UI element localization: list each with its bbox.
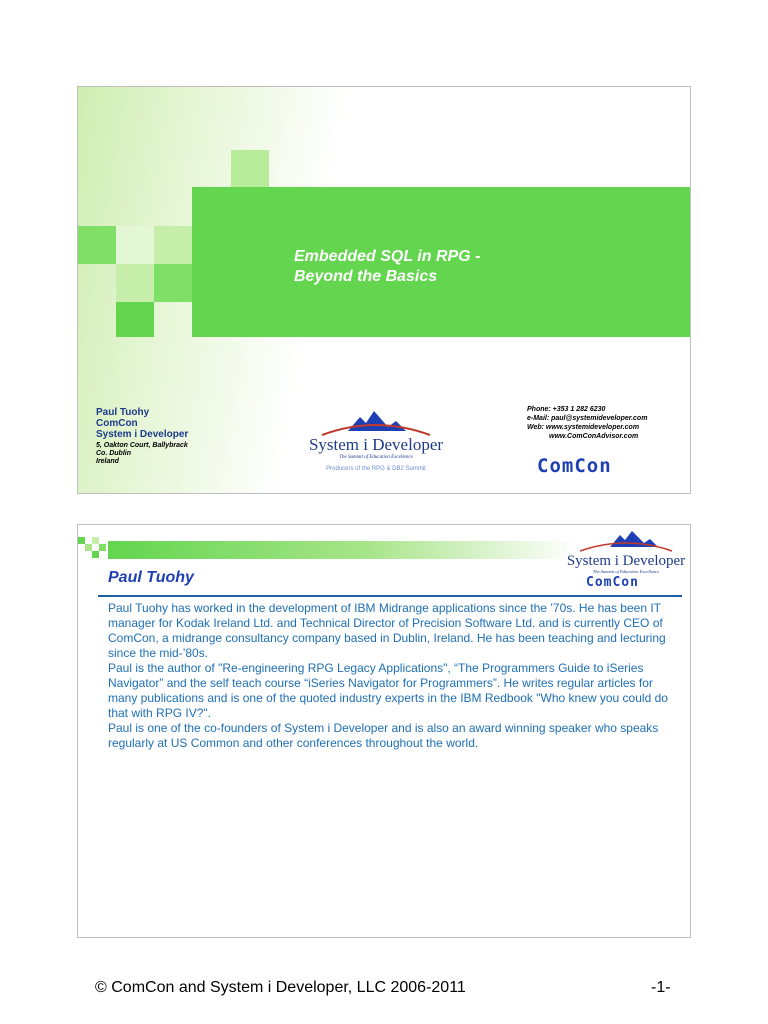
author-company: ComCon [96, 418, 138, 429]
logo-tagline: The Summit of Education Excellence [339, 455, 413, 460]
author-org: System i Developer [96, 429, 189, 440]
contact-web: Web: www.systemideveloper.com [527, 424, 640, 431]
title-line-1: Embedded SQL in RPG - [294, 248, 481, 265]
decor-square [116, 264, 154, 302]
mountain-icon [348, 411, 406, 431]
title-slide [77, 86, 691, 494]
bio-paragraph: Paul is one of the co-founders of System i Developer and is also an award winning speaker who speaks regularly at US Common and other conferences throughout the world. [108, 721, 659, 750]
author-block [96, 407, 188, 440]
decor-square [78, 537, 85, 544]
system-i-developer-logo [302, 407, 450, 473]
decor-square [99, 544, 106, 551]
contact-email: e-Mail: paul@systemideveloper.com [527, 415, 648, 422]
slide-title: Paul Tuohy [108, 569, 194, 586]
decor-square [85, 544, 92, 551]
system-i-developer-logo [564, 529, 688, 577]
title-rule [98, 595, 682, 597]
logo-tagline: The Summit of Education Excellence [592, 569, 660, 574]
footer-page-number: -1- [651, 979, 671, 996]
comcon-logo: ComCon [537, 455, 612, 477]
author-address [96, 442, 188, 466]
logo-text: System i Developer [566, 553, 686, 569]
presentation-title [294, 247, 614, 287]
bio-slide [77, 524, 691, 938]
logo-text: System i Developer [308, 435, 444, 454]
footer-copyright: © ComCon and System i Developer, LLC 2006-2011 [95, 979, 466, 996]
decor-square [92, 537, 99, 544]
contact-phone: Phone: +353 1 282 6230 [527, 406, 606, 413]
logo-producers: Producers of the RPG & DB2 Summit [326, 466, 426, 472]
decor-square [92, 551, 99, 558]
bio-text [108, 601, 668, 751]
address-line: Ireland [96, 458, 119, 465]
author-name: Paul Tuohy [96, 407, 150, 418]
decor-square [231, 150, 269, 188]
bio-paragraph: Paul is the author of "Re-engineering RPG Legacy Applications", “The Programmers Guide to iSeries Navigator” and the self teach course “iSeries Navigator for Programmers”. He writes regular articles for many publications and is one of the quoted industry experts in the IBM Redbook "Who knew you could do that with RPG IV?". [108, 661, 668, 720]
decor-square [154, 226, 192, 264]
comcon-logo: ComCon [586, 575, 639, 590]
contact-web2: www.ComConAdvisor.com [549, 433, 639, 440]
decor-square [154, 264, 192, 302]
decor-square [78, 226, 116, 264]
contact-block [527, 405, 647, 441]
title-line-2: Beyond the Basics [294, 268, 438, 285]
decor-square [116, 226, 154, 264]
decor-square [116, 302, 154, 337]
address-line: 5, Oakton Court, Ballybrack [96, 442, 188, 449]
address-line: Co. Dublin [96, 450, 131, 457]
bio-paragraph: Paul Tuohy has worked in the development of IBM Midrange applications since the ’70s. He has been IT manager for Kodak Ireland Ltd. and Technical Director of Precision Software Ltd. and is currently CEO of ComCon, a midrange consultancy company based in Dublin, Ireland. He has been teaching and lecturing since the mid-’80s. [108, 601, 666, 660]
header-bar [108, 541, 578, 559]
